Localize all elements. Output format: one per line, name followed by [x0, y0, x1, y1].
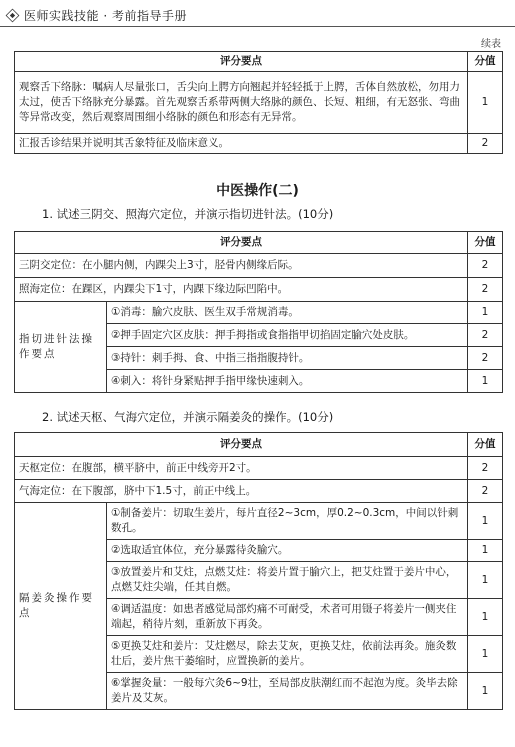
row-text: ①消毒：腧穴皮肤、医生双手常规消毒。 — [107, 302, 468, 324]
table-question-1 — [14, 231, 502, 393]
continued-label: 续表 — [481, 39, 501, 50]
section-title: 中医操作(二) — [216, 183, 299, 199]
row-score: 2 — [468, 480, 503, 503]
header-scoring-points: 评分要点 — [15, 52, 468, 72]
page-header — [6, 4, 509, 26]
row-score: 1 — [468, 562, 503, 599]
row-text: ④刺入：将针身紧贴押手指甲缘快速刺入。 — [107, 370, 468, 393]
row-text: ⑤更换艾炷和姜片：艾炷燃尽，除去艾灰，更换艾炷，依前法再灸。施灸数壮后，姜片焦干萎缩时，应置换新的姜片。 — [107, 636, 468, 673]
row-score: 2 — [468, 324, 503, 347]
row-score: 2 — [468, 254, 503, 278]
row-score: 2 — [468, 347, 503, 370]
header-score: 分值 — [468, 232, 503, 254]
header-score: 分值 — [468, 433, 503, 457]
row-text: 照海定位：在踝区，内踝尖下1寸，内踝下缘边际凹陷中。 — [15, 278, 468, 302]
row-text: ②押手固定穴区皮肤：押手拇指或食指指甲切掐固定腧穴处皮肤。 — [107, 324, 468, 347]
table-row — [15, 503, 503, 540]
header-score: 分值 — [468, 52, 503, 72]
header-scoring-points: 评分要点 — [15, 232, 468, 254]
table-row — [15, 457, 503, 480]
row-text: ③放置姜片和艾炷，点燃艾炷：将姜片置于腧穴上，把艾炷置于姜片中心，点燃艾炷尖端，任其自燃。 — [107, 562, 468, 599]
row-score: 1 — [468, 370, 503, 393]
table-row — [15, 254, 503, 278]
row-text: 天枢定位：在腹部，横平脐中，前正中线旁开2寸。 — [15, 457, 468, 480]
table-question-2 — [14, 432, 502, 710]
diamond-icon — [6, 8, 20, 22]
row-score: 1 — [468, 540, 503, 562]
group-label: 隔姜灸操作要点 — [15, 503, 107, 710]
table-row — [15, 302, 503, 324]
group-label: 指切进针法操作要点 — [15, 302, 107, 393]
table-row — [15, 278, 503, 302]
row-score: 1 — [468, 302, 503, 324]
row-text: ①制备姜片：切取生姜片，每片直径2~3cm，厚0.2~0.3cm，中间以针刺数孔。 — [107, 503, 468, 540]
row-score: 1 — [468, 673, 503, 710]
row-score: 1 — [468, 503, 503, 540]
table-row — [15, 480, 503, 503]
row-text: 汇报舌诊结果并说明其舌象特征及临床意义。 — [15, 134, 468, 154]
table-row — [15, 134, 503, 154]
question-2-title: 2. 试述天枢、气海穴定位，并演示隔姜灸的操作。(10分) — [42, 410, 334, 424]
row-text: 三阴交定位：在小腿内侧，内踝尖上3寸，胫骨内侧缘后际。 — [15, 254, 468, 278]
row-text: ②选取适宜体位，充分暴露待灸腧穴。 — [107, 540, 468, 562]
table-continued — [14, 51, 502, 154]
header-scoring-points: 评分要点 — [15, 433, 468, 457]
row-score: 2 — [468, 134, 503, 154]
row-score: 1 — [468, 599, 503, 636]
row-text: ⑥掌握灸量：一般每穴灸6~9壮，至局部皮肤潮红而不起泡为度。灸毕去除姜片及艾灰。 — [107, 673, 468, 710]
header-rule — [0, 26, 515, 27]
row-text: ④调适温度：如患者感觉局部灼痛不可耐受，术者可用镊子将姜片一侧夹住端起，稍待片刻，重新放下再灸。 — [107, 599, 468, 636]
row-score: 2 — [468, 278, 503, 302]
row-text: 气海定位：在下腹部，脐中下1.5寸，前正中线上。 — [15, 480, 468, 503]
table-row — [15, 72, 503, 134]
row-text: ③持针：刺手拇、食、中指三指指腹持针。 — [107, 347, 468, 370]
question-1-title: 1. 试述三阴交、照海穴定位，并演示指切进针法。(10分) — [42, 207, 334, 221]
row-score: 1 — [468, 636, 503, 673]
row-score: 2 — [468, 457, 503, 480]
row-score: 1 — [468, 72, 503, 134]
row-text: 观察舌下络脉：嘱病人尽量张口，舌尖向上腭方向翘起并轻轻抵于上腭，舌体自然放松，勿用力太过，使舌下络脉充分暴露。首先观察舌系带两侧大络脉的颜色、长短、粗细，有无怒张、弯曲等异常改变，然后观察周围细小络脉的颜色和形态有无异常。 — [15, 72, 468, 134]
book-title: 医师实践技能 · 考前指导手册 — [24, 8, 187, 23]
